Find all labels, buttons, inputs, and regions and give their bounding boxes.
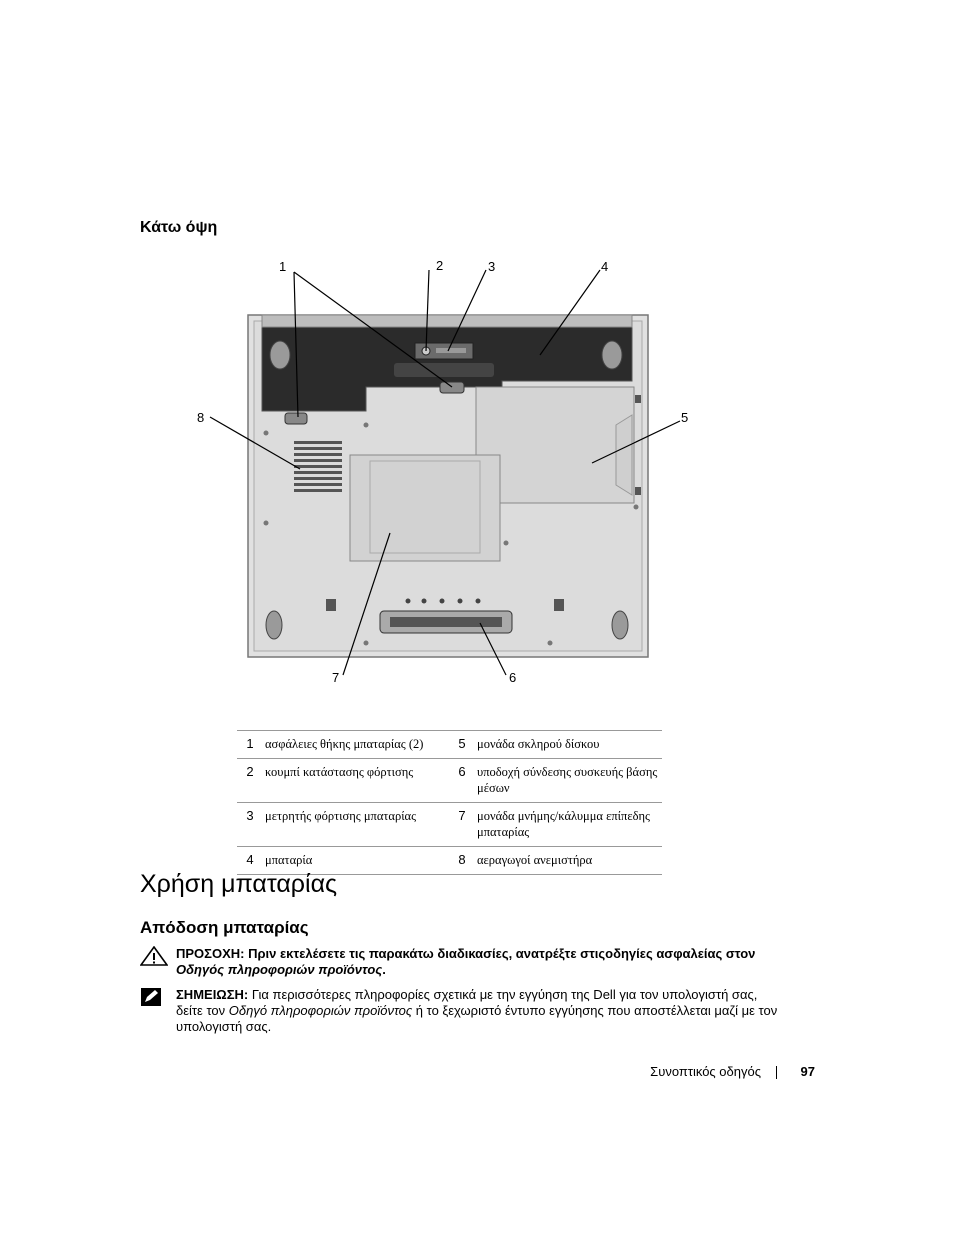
- footer-separator: [776, 1066, 777, 1079]
- caution-notice: ΠΡΟΣΟΧΗ: Πριν εκτελέσετε τις παρακάτω διαδικασίες, ανατρέξτε στιςοδηγίες ασφαλείας στον Οδηγός πληροφοριών προϊόντος.: [140, 946, 780, 978]
- legend-left-num: 4: [246, 852, 254, 867]
- page-number: 97: [800, 1064, 815, 1079]
- legend-left-label: ασφάλειες θήκης μπαταρίας (2): [265, 737, 424, 751]
- laptop-bottom-view-figure: [180, 255, 720, 695]
- battery-bay-latch: [440, 382, 464, 393]
- legend-left-label: κουμπί κατάστασης φόρτισης: [265, 765, 414, 779]
- legend-table: [237, 730, 662, 875]
- chapter-title: Χρήση μπαταρίας: [140, 870, 338, 898]
- legend-left-label: μετρητής φόρτισης μπαταρίας: [265, 809, 417, 823]
- note-text: Για περισσότερες πληροφορίες σχετικά με την εγγύηση της Dell για τον υπολογιστή σας, δείτε τον: [176, 987, 758, 1018]
- note-keyword: ΣΗΜΕΙΩΣΗ:: [176, 987, 249, 1002]
- legend-right-num: 7: [458, 808, 466, 823]
- callout-6: 6: [509, 670, 517, 685]
- pencil-note-icon: [140, 987, 162, 1007]
- battery-latch: [602, 341, 622, 369]
- legend-row: [237, 759, 662, 803]
- callout-3: 3: [488, 259, 496, 274]
- legend-right-num: 6: [458, 764, 466, 779]
- callout-5: 5: [681, 410, 689, 425]
- section-title: Κάτω όψη: [140, 219, 218, 236]
- warning-triangle-icon: [140, 946, 168, 966]
- caution-italic: Οδηγός πληροφοριών προϊόντος: [176, 962, 383, 977]
- legend-right-label: υποδοχή σύνδεσης συσκευής βάσης μέσων: [477, 765, 658, 795]
- memory-module-cover: [350, 455, 500, 561]
- legend-row: [237, 731, 662, 759]
- callout-2: 2: [436, 258, 444, 273]
- legend-left-num: 3: [246, 808, 254, 823]
- note-italic: Οδηγό πληροφοριών προϊόντος: [228, 1003, 413, 1018]
- battery-latch: [270, 341, 290, 369]
- subsection-title: Απόδοση μπαταρίας: [140, 918, 309, 937]
- footer-title: Συνοπτικός οδηγός: [650, 1064, 761, 1079]
- legend-left-label: μπαταρία: [265, 853, 313, 867]
- legend-right-num: 8: [458, 852, 466, 867]
- legend-left-num: 1: [246, 736, 254, 751]
- legend-right-num: 5: [458, 736, 466, 751]
- callout-4: 4: [601, 259, 609, 274]
- legend-right-label: μονάδα μνήμης/κάλυμμα επίπεδης μπαταρίας: [477, 809, 650, 839]
- battery-bay-latch: [285, 413, 307, 424]
- legend-left-num: 2: [246, 764, 254, 779]
- callout-7: 7: [332, 670, 340, 685]
- note-notice: ΣΗΜΕΙΩΣΗ: Για περισσότερες πληροφορίες σχετικά με την εγγύηση της Dell για τον υπολογιστή σας, δείτε τον Οδηγό πληροφοριών προϊόντος ή το ξεχωριστό έντυπο εγγύησης που αποστέλλεται μαζί με τον υπολογιστή σας.: [140, 987, 780, 1035]
- caution-text: Πριν εκτελέσετε τις παρακάτω διαδικασίες, ανατρέξτε στιςοδηγίες ασφαλείας στον: [244, 946, 756, 961]
- legend-right-label: αεραγωγοί ανεμιστήρα: [477, 853, 593, 867]
- caution-keyword: ΠΡΟΣΟΧΗ:: [176, 946, 245, 961]
- callout-8: 8: [197, 410, 205, 425]
- fan-vents: [294, 441, 342, 492]
- legend-row: [237, 803, 662, 847]
- callout-1: 1: [279, 259, 287, 274]
- legend-right-label: μονάδα σκληρού δίσκου: [477, 737, 600, 751]
